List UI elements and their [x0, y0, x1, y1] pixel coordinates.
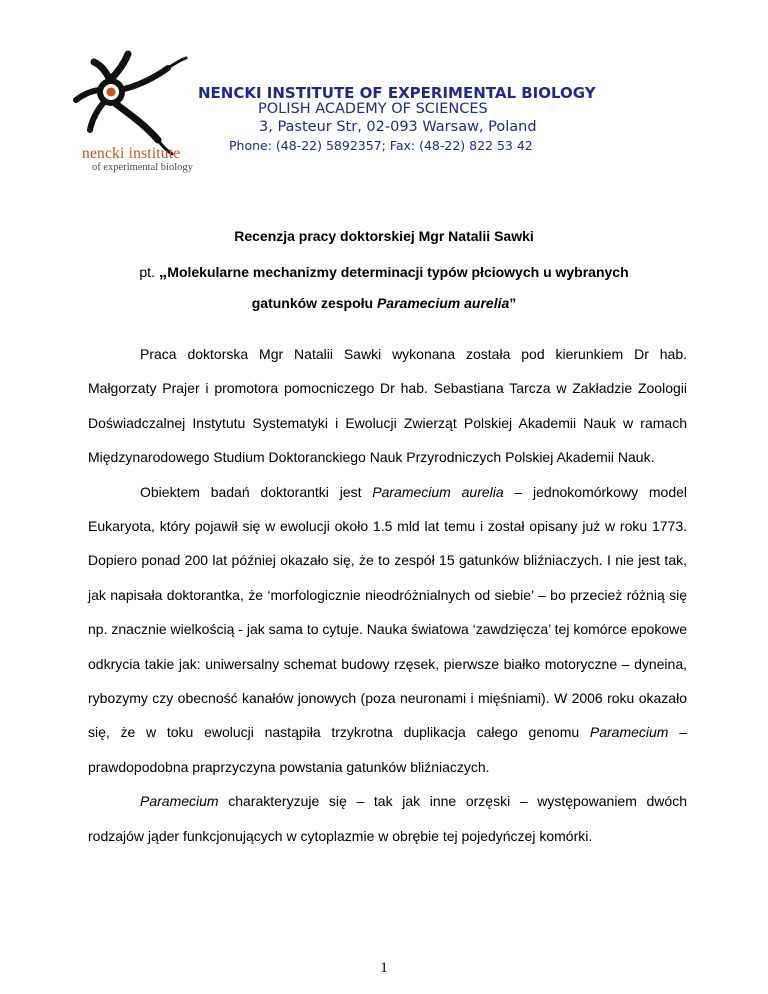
thesis-title-text-2: gatunków zespołu: [251, 295, 377, 311]
p2-species: Paramecium aurelia: [372, 483, 504, 500]
thesis-title-text: Molekularne mechanizmy determinacji typów płciowych u wybranych: [167, 264, 629, 280]
paragraph-3: [88, 784, 687, 853]
p2-species-2: Paramecium: [589, 724, 669, 741]
institute-contact: Phone: (48-22) 5892357; Fax: (48-22) 822 53 42: [229, 138, 533, 153]
review-title: Recenzja pracy doktorskiej Mgr Natalii Sawki: [234, 228, 534, 244]
page-number: 1: [380, 960, 388, 976]
title-prefix: pt.: [139, 264, 155, 280]
p2-text-b: – jednokomórkowy model Eukaryota, który pojawił się w ewolucji około 1.5 mld lat temu i został opisany już w roku 1773. Dopiero ponad 200 lat później okazało się, że to zespół 15 gatunków bliźniaczych. I nie jest tak, jak napisała doktorantka, że ‘morfologicznie nieodróżnialnych od siebie’ – bo przecież różnią się np. znacznie wielkością - jak sama to cytuje. Nauka światowa ‘zawdzięcza’ tej komórce epokowe odkrycia takie jak: uniwersalny schemat budowy rzęsek, pierwsze białko motoryczne – dyneina, rybozymy czy obecność kanałów jonowych (poza neuronami i mięśniami). W 2006 roku okazało się, że w toku ewolucji nastąpiła trzykrotna duplikacja całego genomu: [88, 483, 688, 741]
p2-text-a: Obiektem badań doktorantki jest: [140, 483, 373, 500]
review-body: [88, 337, 687, 853]
logo-text: [82, 146, 193, 174]
thesis-title-line2: [0, 295, 768, 311]
logo-name: nencki institute: [82, 145, 181, 162]
p3-text: charakteryzuje się – tak jak inne orzęski – występowaniem dwóch rodzajów jąder funkcjonujących w cytoplazmie w obrębie tej pojedyńczej komórki.: [88, 793, 687, 844]
paragraph-1: Praca doktorska Mgr Natalii Sawki wykonana została pod kierunkiem Dr hab. Małgorzaty Prajer i promotora pomocniczego Dr hab. Sebastiana Tarcza w Zakładzie Zoologii Doświadczalnej Instytutu Systematyki i Ewolucji Zwierząt Polskiej Akademii Nauk w ramach Międzynarodowego Studium Doktoranckiego Nauk Przyrodniczych Polskiej Akademii Nauk.: [88, 346, 687, 466]
p2-text-c: – prawdopodobna praprzyczyna powstania gatunków bliźniaczych.: [88, 724, 688, 775]
thesis-title-line1: [0, 262, 768, 282]
paragraph-2: [88, 475, 687, 785]
logo-subtitle: of experimental biology: [92, 162, 193, 173]
close-quote: ”: [509, 295, 517, 311]
species-name: Paramecium aurelia: [376, 295, 510, 311]
institute-address: 3, Pasteur Str, 02-093 Warsaw, Poland: [259, 119, 537, 135]
institute-name: NENCKI INSTITUTE OF EXPERIMENTAL BIOLOGY: [198, 84, 596, 102]
p3-species: Paramecium: [140, 793, 219, 810]
open-quote: „: [158, 262, 168, 281]
academy-name: POLISH ACADEMY OF SCIENCES: [258, 101, 488, 117]
